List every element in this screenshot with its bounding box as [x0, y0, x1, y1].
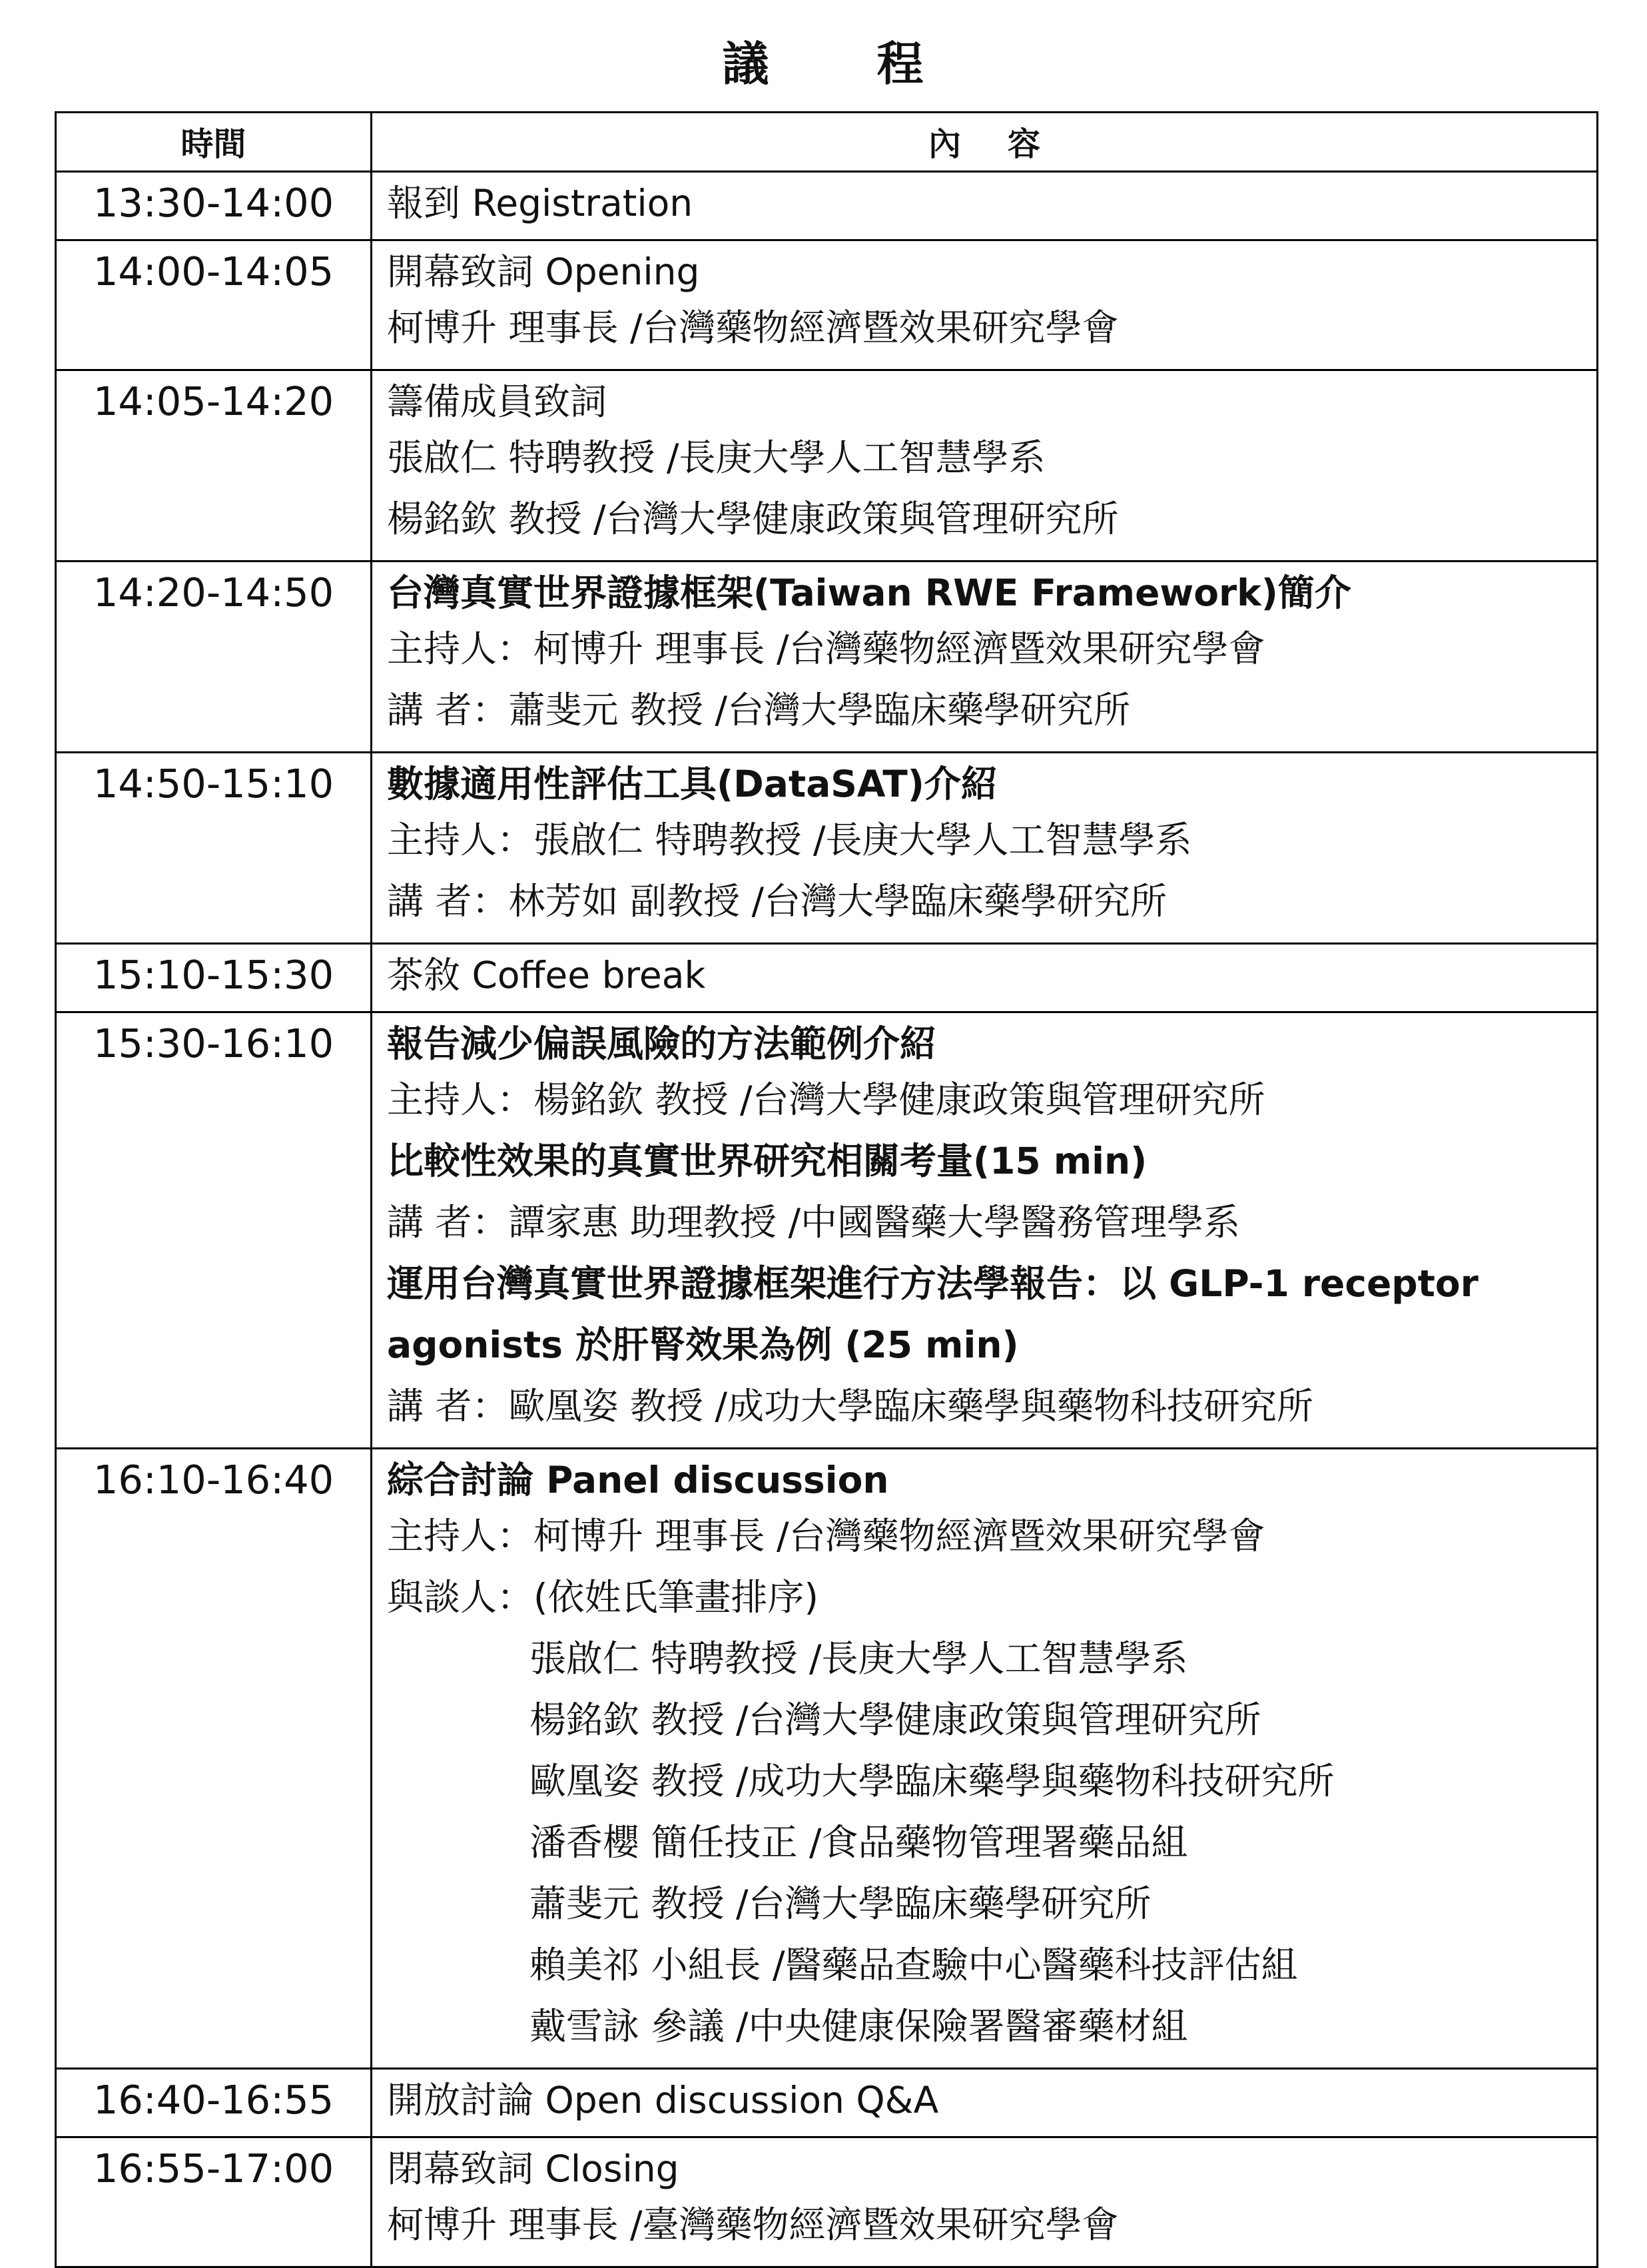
agenda-content-line: 台灣真實世界證據框架(Taiwan RWE Framework)簡介 [387, 571, 1351, 614]
agenda-content [372, 172, 1598, 240]
panelist-line: 潘香櫻 簡任技正 /食品藥物管理署藥品組 [529, 1821, 1188, 1864]
agenda-content [372, 562, 1598, 753]
agenda-content-line: 柯博升 理事長 /臺灣藥物經濟暨效果研究學會 [387, 2203, 1119, 2246]
agenda-content-line: 講 者：蕭斐元 教授 /台灣大學臨床藥學研究所 [387, 689, 1130, 731]
agenda-time: 16:10-16:40 [56, 1449, 372, 2069]
agenda-content [372, 753, 1598, 944]
agenda-content [372, 240, 1598, 370]
agenda-time: 14:50-15:10 [56, 753, 372, 944]
agenda-content [372, 1449, 1598, 2069]
agenda-content [372, 2137, 1598, 2267]
agenda-content-line: 楊銘欽 教授 /台灣大學健康政策與管理研究所 [387, 498, 1119, 540]
agenda-content [372, 370, 1598, 562]
header-content [372, 113, 1598, 172]
panelist-line: 歐凰姿 教授 /成功大學臨床藥學與藥物科技研究所 [529, 1760, 1335, 1802]
agenda-time: 16:55-17:00 [56, 2137, 372, 2267]
agenda-content-line: 報到 Registration [387, 182, 693, 224]
agenda-content-line: 講 者：譚家惠 助理教授 /中國醫藥大學醫務管理學系 [387, 1201, 1240, 1244]
agenda-content-line: 主持人：柯博升 理事長 /台灣藥物經濟暨效果研究學會 [387, 1515, 1265, 1557]
agenda-content-line: 主持人：柯博升 理事長 /台灣藥物經濟暨效果研究學會 [387, 627, 1265, 670]
panelist-line: 張啟仁 特聘教授 /長庚大學人工智慧學系 [529, 1637, 1188, 1680]
agenda-content-line: 講 者：林芳如 副教授 /台灣大學臨床藥學研究所 [387, 880, 1167, 923]
agenda-time: 15:10-15:30 [56, 944, 372, 1012]
agenda-row [56, 172, 1598, 240]
agenda-time: 13:30-14:00 [56, 172, 372, 240]
agenda-content-line: agonists 於肝腎效果為例 (25 min) [387, 1323, 1019, 1366]
agenda-content-line: 運用台灣真實世界證據框架進行方法學報告：以 GLP-1 receptor [387, 1262, 1479, 1305]
table-header-row [56, 113, 1598, 172]
agenda-time: 14:05-14:20 [56, 370, 372, 562]
agenda-content-line: 閉幕致詞 Closing [387, 2147, 679, 2190]
agenda-content-line: 報告減少偏誤風險的方法範例介紹 [387, 1022, 937, 1065]
agenda-content-line: 數據適用性評估工具(DataSAT)介紹 [387, 763, 998, 805]
agenda-time: 16:40-16:55 [56, 2069, 372, 2137]
agenda-time: 14:20-14:50 [56, 562, 372, 753]
agenda-row [56, 562, 1598, 753]
agenda-content [372, 1012, 1598, 1449]
agenda-content [372, 944, 1598, 1012]
agenda-row [56, 2069, 1598, 2137]
panelist-line: 戴雪詠 參議 /中央健康保險署醫審藥材組 [529, 2005, 1188, 2048]
agenda-content-line: 開幕致詞 Opening [387, 250, 700, 293]
page-title-left: 議 [722, 37, 771, 91]
agenda-content-line: 主持人：張啟仁 特聘教授 /長庚大學人工智慧學系 [387, 819, 1192, 861]
agenda-content-line: 籌備成員致詞 [387, 380, 607, 423]
header-content-right: 容 [1008, 125, 1041, 163]
agenda-content-line: 綜合討論 Panel discussion [387, 1459, 889, 1501]
agenda-time: 14:00-14:05 [56, 240, 372, 370]
agenda-time: 15:30-16:10 [56, 1012, 372, 1449]
agenda-content-line: 與談人：(依姓氏筆畫排序) [387, 1576, 819, 1619]
panelist-line: 蕭斐元 教授 /台灣大學臨床藥學研究所 [529, 1882, 1152, 1925]
agenda-content-line: 開放討論 Open discussion Q&A [387, 2079, 939, 2121]
agenda-body [56, 172, 1598, 2267]
page-title-right: 程 [876, 37, 925, 91]
agenda-content [372, 2069, 1598, 2137]
agenda-row [56, 1449, 1598, 2069]
page-title [0, 27, 1647, 94]
header-content-left: 內 [928, 125, 961, 163]
panelist-line: 賴美祁 小組長 /醫藥品查驗中心醫藥科技評估組 [529, 1944, 1298, 1986]
agenda-row [56, 944, 1598, 1012]
agenda-content-line: 講 者：歐凰姿 教授 /成功大學臨床藥學與藥物科技研究所 [387, 1385, 1313, 1427]
agenda-content-line: 主持人：楊銘欽 教授 /台灣大學健康政策與管理研究所 [387, 1078, 1265, 1121]
agenda-row [56, 370, 1598, 562]
agenda-content-line: 張啟仁 特聘教授 /長庚大學人工智慧學系 [387, 436, 1046, 479]
agenda-content-line: 茶敘 Coffee break [387, 954, 706, 996]
agenda-row [56, 753, 1598, 944]
agenda-content-line: 柯博升 理事長 /台灣藥物經濟暨效果研究學會 [387, 306, 1119, 349]
header-time: 時間 [56, 113, 372, 172]
agenda-row [56, 240, 1598, 370]
agenda-table [55, 111, 1598, 2268]
panelist-line: 楊銘欽 教授 /台灣大學健康政策與管理研究所 [529, 1699, 1261, 1741]
agenda-row [56, 2137, 1598, 2267]
agenda-row [56, 1012, 1598, 1449]
agenda-content-line: 比較性效果的真實世界研究相關考量(15 min) [387, 1140, 1148, 1182]
